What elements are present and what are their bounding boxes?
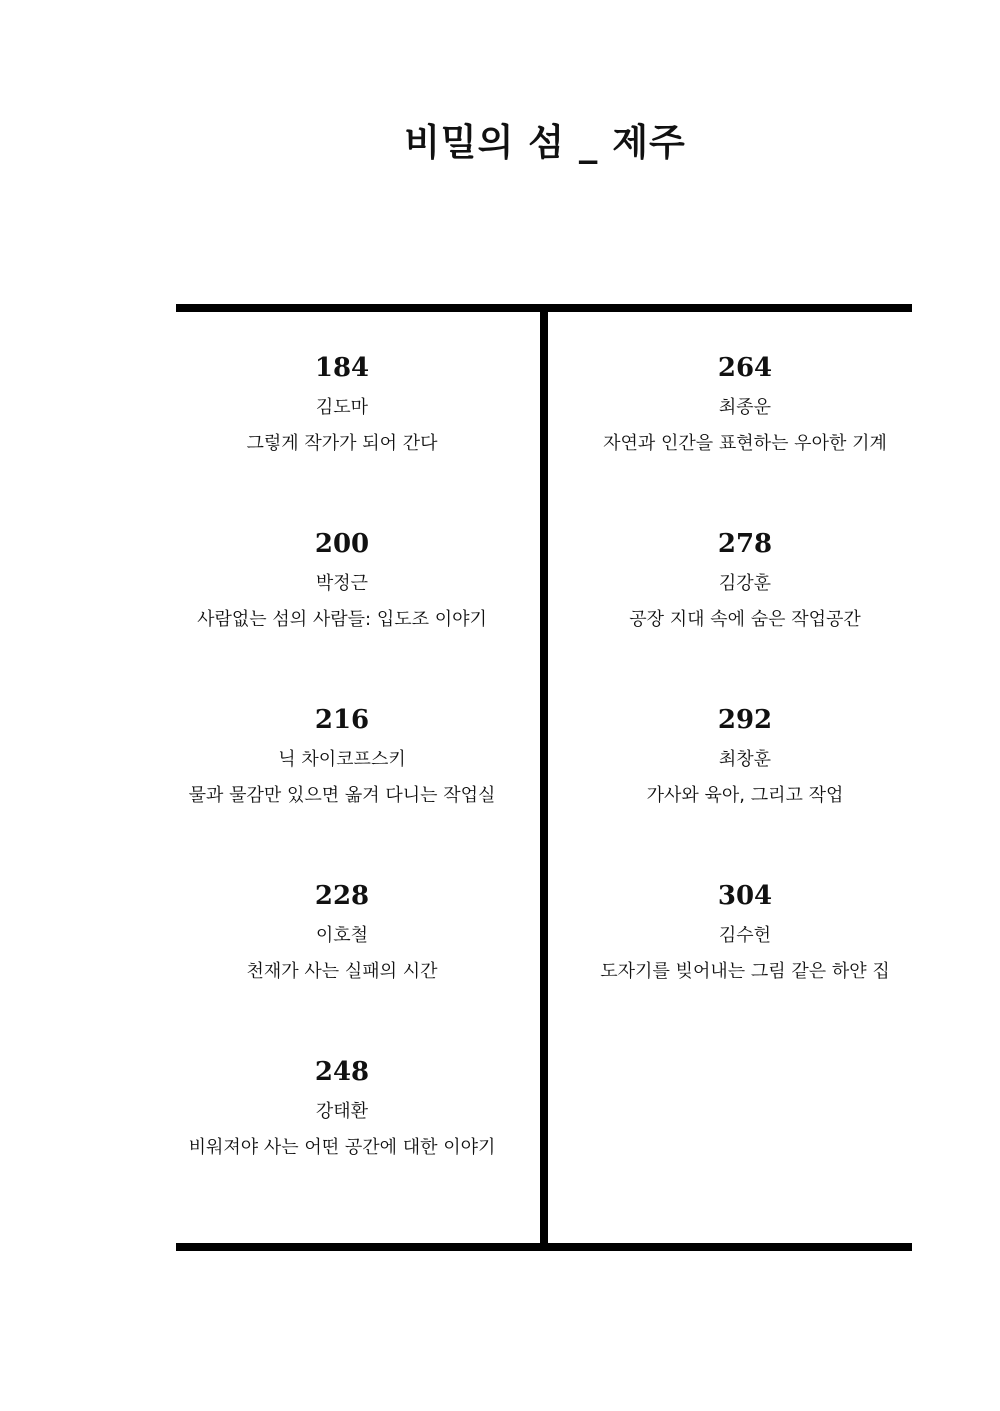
article-subtitle: 물과 물감만 있으면 옮겨 다니는 작업실 bbox=[188, 785, 496, 806]
author-name: 최종운 bbox=[718, 397, 772, 418]
author-name: 강태환 bbox=[315, 1101, 369, 1122]
article-subtitle: 비워져야 사는 어떤 공간에 대한 이야기 bbox=[188, 1137, 496, 1158]
toc-entry bbox=[172, 878, 512, 1054]
page-title: 비밀의 섬 _ 제주 bbox=[404, 121, 686, 164]
article-subtitle: 사람없는 섬의 사람들: 입도조 이야기 bbox=[197, 609, 487, 630]
toc-entry bbox=[575, 350, 915, 526]
author-name: 닉 차이코프스키 bbox=[278, 749, 406, 770]
toc-entry bbox=[575, 702, 915, 878]
author-name: 김강훈 bbox=[718, 573, 772, 594]
article-subtitle: 공장 지대 속에 숨은 작업공간 bbox=[629, 609, 861, 630]
author-name: 이호철 bbox=[315, 925, 369, 946]
page-number: 228 bbox=[314, 881, 370, 911]
author-name: 박정근 bbox=[315, 573, 369, 594]
article-subtitle: 도자기를 빚어내는 그림 같은 하얀 집 bbox=[600, 961, 890, 982]
page-number: 248 bbox=[314, 1057, 370, 1087]
toc-entry bbox=[172, 350, 512, 526]
author-name: 최창훈 bbox=[718, 749, 772, 770]
page-number: 278 bbox=[717, 529, 773, 559]
left-column bbox=[172, 350, 512, 1230]
page-number: 216 bbox=[314, 705, 370, 735]
toc-entry bbox=[575, 878, 915, 1054]
page-number: 200 bbox=[314, 529, 370, 559]
toc-entry bbox=[172, 1054, 512, 1230]
center-divider bbox=[540, 304, 548, 1251]
article-subtitle: 가사와 육아, 그리고 작업 bbox=[646, 785, 844, 806]
page-number: 264 bbox=[717, 353, 773, 383]
page-number: 292 bbox=[717, 705, 773, 735]
toc-entry bbox=[172, 702, 512, 878]
article-subtitle: 천재가 사는 실패의 시간 bbox=[246, 961, 438, 982]
bottom-rule bbox=[176, 1243, 912, 1251]
right-column bbox=[575, 350, 915, 1054]
page-number: 304 bbox=[717, 881, 773, 911]
toc-entry bbox=[172, 526, 512, 702]
author-name: 김도마 bbox=[315, 397, 369, 418]
article-subtitle: 그렇게 작가가 되어 간다 bbox=[246, 433, 438, 454]
article-subtitle: 자연과 인간을 표현하는 우아한 기계 bbox=[603, 433, 887, 454]
page-number: 184 bbox=[314, 353, 370, 383]
toc-entry bbox=[575, 526, 915, 702]
author-name: 김수헌 bbox=[718, 925, 772, 946]
